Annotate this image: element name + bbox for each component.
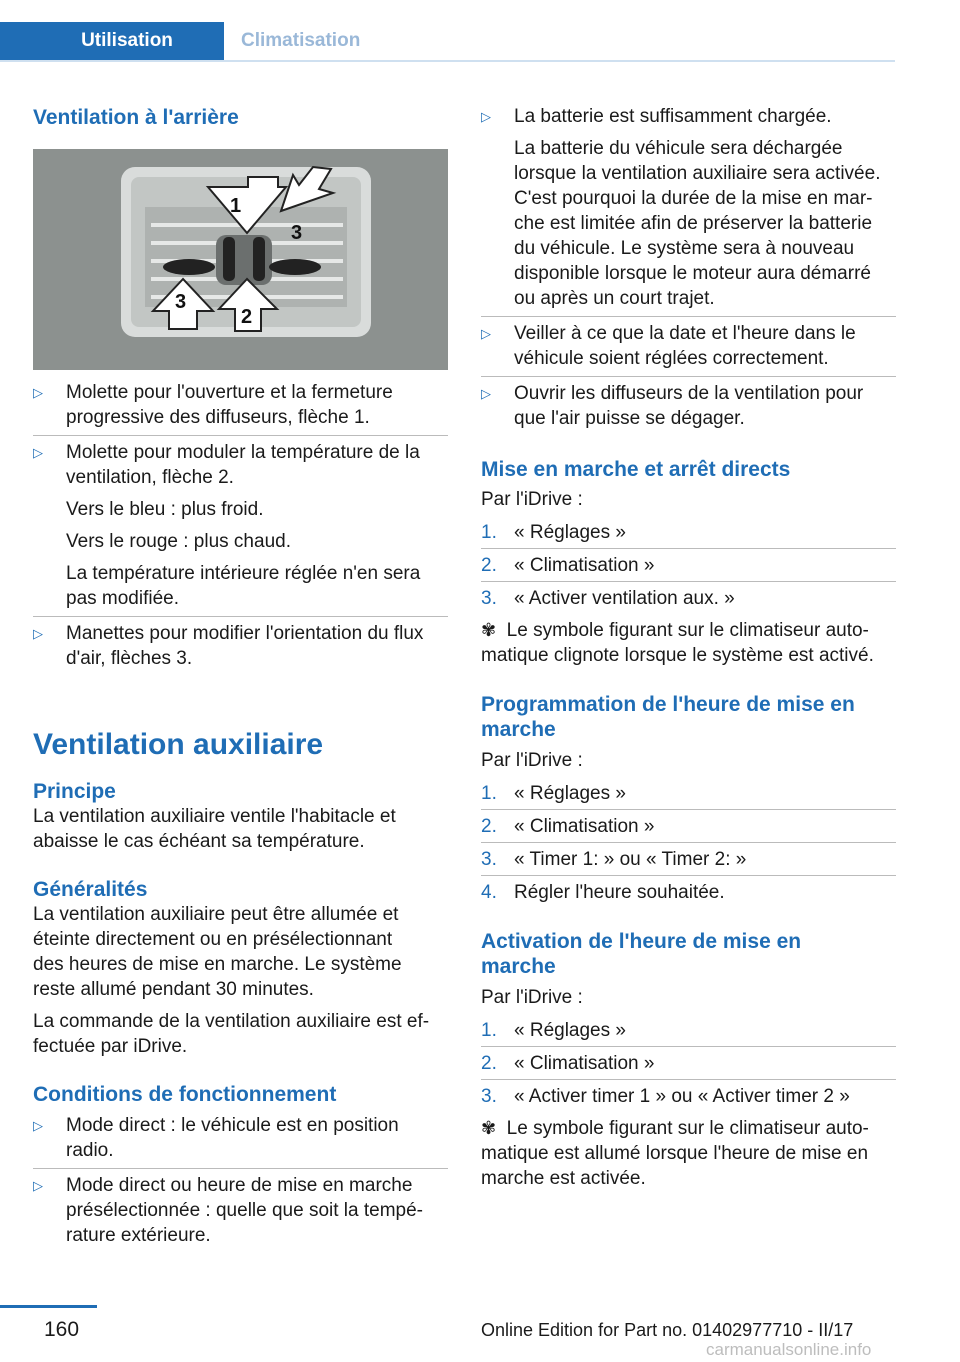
vent-diagram bbox=[33, 149, 448, 370]
bullet-icon: ▷ bbox=[481, 109, 491, 124]
list-item: 1. « Réglages » bbox=[481, 1020, 626, 1041]
divider bbox=[33, 435, 448, 436]
divider bbox=[481, 581, 896, 582]
bullet-item: ▷ Veiller à ce que la date et l'heure dans le véhicule soient réglées correctement. bbox=[481, 323, 856, 369]
divider bbox=[481, 316, 896, 317]
divider bbox=[481, 875, 896, 876]
divider bbox=[481, 809, 896, 810]
bullet-item: ▷ Molette pour moduler la température de la ventilation, flèche 2. Vers le bleu : plus froid. Vers le rouge : plus chaud. La température intérieure réglée n'en sera pas modifiée. bbox=[33, 442, 421, 609]
label-arrow-3-right: 3 bbox=[291, 222, 303, 244]
bullet-icon: ▷ bbox=[33, 1118, 43, 1133]
divider bbox=[481, 376, 896, 377]
tab-climatisation[interactable]: Climatisation bbox=[241, 30, 361, 51]
list-item: 3. « Timer 1: » ou « Timer 2: » bbox=[481, 849, 747, 870]
divider bbox=[481, 842, 896, 843]
page-number: 160 bbox=[44, 1318, 80, 1341]
fan-icon: ✾ bbox=[481, 620, 497, 640]
list-item: 1. « Réglages » bbox=[481, 522, 626, 543]
bullet-item: ▷ Manettes pour modifier l'orientation du flux d'air, flèches 3. bbox=[33, 623, 424, 669]
bullet-icon: ▷ bbox=[33, 445, 43, 460]
bullet-item: ▷ Mode direct : le véhicule est en position radio. bbox=[33, 1115, 399, 1161]
heading-auxiliary-ventilation: Ventilation auxiliaire bbox=[33, 728, 324, 761]
edition-note: Online Edition for Part no. 01402977710 - II/17 bbox=[481, 1320, 854, 1340]
label-arrow-1: 1 bbox=[230, 195, 242, 217]
heading-programming: Programmation de l'heure de mise en marche bbox=[481, 693, 855, 741]
bullet-icon: ▷ bbox=[481, 386, 491, 401]
bullet-icon: ▷ bbox=[33, 385, 43, 400]
footer-rule bbox=[0, 1305, 97, 1308]
divider bbox=[481, 1079, 896, 1080]
list-item: 1. « Réglages » bbox=[481, 783, 626, 804]
tab-underline bbox=[0, 60, 895, 62]
heading-activation: Activation de l'heure de mise en marche bbox=[481, 930, 802, 978]
list-item: 2. « Climatisation » bbox=[481, 816, 655, 837]
heading-principe: Principe bbox=[33, 780, 116, 803]
left-column: Ventilation à l'arrière 1 3 3 2 ▷ Molette pour l'ouverture et la fermeture progressive des diffuseurs, flèche 1. ▷ Molette pour moduler la température de la ventilation, flèche 2. Vers le bleu : plus froid. Vers le rouge : plus chaud. La température intérieure réglée n'en sera pas modifiée. ▷ Manettes pour modifier l'orientation du flux d'air, flèches 3. Ventilation auxiliaire Principe La ventilation auxiliaire ventile l'habitacle et abaisse le cas échéant sa température. Généralités La ventilation auxiliaire peut être allumée et éteinte directement ou en présélectionnant des heures de mise en marche. Le système reste allumé pendant 30 minutes. La commande de la ventilation auxiliaire est ef‐ fectuée par iDrive. Conditions de fonctionnement ▷ Mode direct : le véhicule est en position radio. ▷ Mode direct ou heure de mise en marche présélectionnée : quelle que soit la tempé‐ rature extérieure. bbox=[33, 100, 448, 1248]
list-item: 2. « Climatisation » bbox=[481, 1053, 655, 1074]
heading-conditions: Conditions de fonctionnement bbox=[33, 1083, 337, 1106]
list-item: 4. Régler l'heure souhaitée. bbox=[481, 882, 725, 903]
bullet-icon: ▷ bbox=[33, 626, 43, 641]
bullet-icon: ▷ bbox=[33, 1178, 43, 1193]
heading-direct: Mise en marche et arrêt directs bbox=[481, 458, 791, 481]
divider bbox=[481, 1046, 896, 1047]
heading-rear-ventilation: Ventilation à l'arrière bbox=[33, 106, 239, 129]
label-arrow-2: 2 bbox=[241, 306, 253, 328]
rear-vent-illustration bbox=[33, 149, 448, 370]
divider bbox=[481, 548, 896, 549]
tab-utilisation[interactable]: Utilisation bbox=[0, 22, 224, 60]
bullet-icon: ▷ bbox=[481, 326, 491, 341]
list-item: 2. « Climatisation » bbox=[481, 555, 655, 576]
watermark: carmanualsonline.info bbox=[706, 1340, 872, 1359]
chapter-tabs bbox=[0, 22, 895, 62]
divider bbox=[33, 616, 448, 617]
right-column: ▷ La batterie est suffisamment chargée. La batterie du véhicule sera déchargée lorsque la ventilation auxiliaire sera activée. C'est pourquoi la durée de la mise en mar‐ che est limitée afin de préserver la batterie du véhicule. Le système sera à nouveau disponible lorsque le moteur aura démarré ou après un court trajet. ▷ Veiller à ce que la date et l'heure dans le véhicule soient réglées correctement. ▷ Ouvrir les diffuseurs de la ventilation pour que l'air puisse se dégager. Mise en marche et arrêt directs Par l'iDrive : 1. « Réglages » 2. « Climatisation » 3. « Activer ventilation aux. » ✾ Le symbole figurant sur le climatiseur auto‐ matique clignote lorsque le système est activé. Programmation de l'heure de mise en marche Par l'iDrive : 1. « Réglages » 2. « Climatisation » 3. « Timer 1: » ou « Timer 2: » 4. Régler l'heure souhaitée. Activation de l'heure de mise en marche Par l'iDrive : 1. « Réglages » 2. « Climatisation » 3. « Activer timer 1 » ou « Activer timer 2 » ✾ Le symbole figurant sur le climatiseur auto‐ matique est allumé lorsque l'heure de mise en marche est activée. bbox=[481, 100, 896, 1191]
list-item: 3. « Activer timer 1 » ou « Activer timer 2 » bbox=[481, 1086, 850, 1107]
bullet-item: ▷ La batterie est suffisamment chargée. La batterie du véhicule sera déchargée lorsque la ventilation auxiliaire sera activée. C'est pourquoi la durée de la mise en mar‐ che est limitée afin de préserver la batterie du véhicule. Le système sera à nouveau disponible lorsque le moteur aura démarré ou après un court trajet. bbox=[481, 106, 881, 309]
list-item: 3. « Activer ventilation aux. » bbox=[481, 588, 735, 609]
fan-icon: ✾ bbox=[481, 1118, 497, 1138]
label-arrow-3-left: 3 bbox=[175, 291, 187, 313]
divider bbox=[33, 1168, 448, 1169]
heading-generalites: Généralités bbox=[33, 878, 148, 901]
bullet-item: ▷ Ouvrir les diffuseurs de la ventilation pour que l'air puisse se dégager. bbox=[481, 383, 864, 429]
bullet-item: ▷ Mode direct ou heure de mise en marche présélectionnée : quelle que soit la tempé‐ rature extérieure. bbox=[33, 1175, 424, 1246]
bullet-item: ▷ Molette pour l'ouverture et la fermeture progressive des diffuseurs, flèche 1. bbox=[33, 382, 393, 428]
